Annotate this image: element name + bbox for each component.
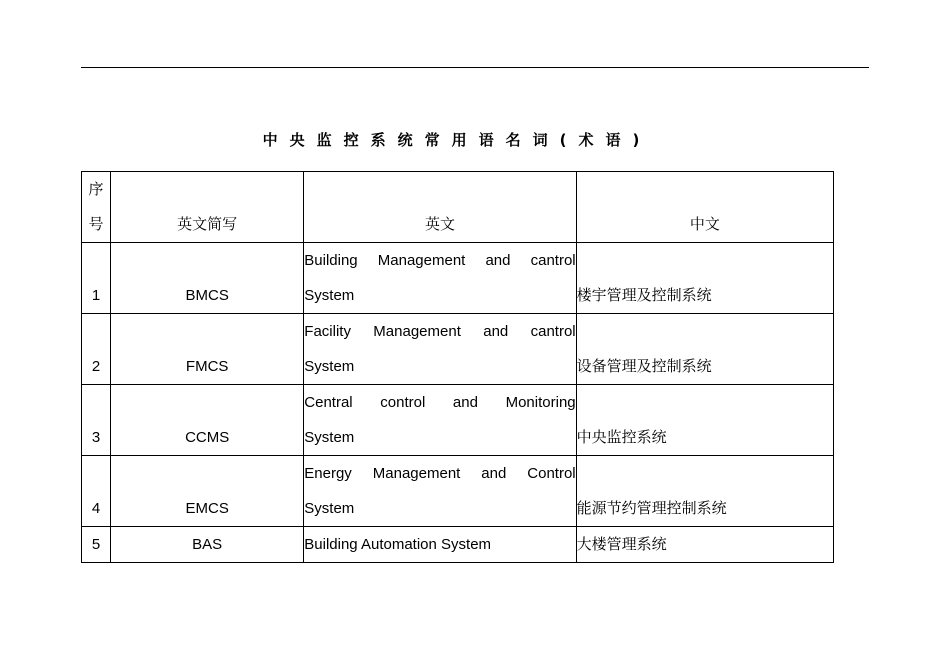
row-number: 3 [82, 385, 111, 456]
row-english-line2: System [304, 429, 355, 446]
row-chinese: 大楼管理系统 [576, 527, 833, 563]
header-chinese: 中文 [576, 172, 833, 243]
row-english-line1: Central control and Monitoring [304, 394, 576, 411]
table-row [82, 314, 834, 385]
row-english: Building Automation System [304, 527, 576, 563]
header-number [82, 172, 111, 243]
header-english: 英文 [304, 172, 576, 243]
row-english-line1: Building Management and cantrol [304, 252, 576, 269]
row-english-line1: Energy Management and Control [304, 465, 576, 482]
row-abbreviation: FMCS [111, 314, 304, 385]
row-english-line1: Facility Management and cantrol [304, 323, 576, 340]
row-chinese: 中央监控系统 [576, 385, 833, 456]
row-number: 5 [82, 527, 111, 563]
table-header-row [82, 172, 834, 243]
row-number: 2 [82, 314, 111, 385]
header-number-line2: 号 [88, 215, 104, 233]
row-chinese: 能源节约管理控制系统 [576, 456, 833, 527]
header-rule [81, 67, 869, 68]
row-english [304, 314, 576, 385]
table-row [82, 385, 834, 456]
header-number-line1: 序 [88, 180, 104, 198]
row-english [304, 243, 576, 314]
row-abbreviation: CCMS [111, 385, 304, 456]
header-abbreviation: 英文简写 [111, 172, 304, 243]
row-number: 4 [82, 456, 111, 527]
row-english-line2: System [304, 358, 355, 375]
row-number: 1 [82, 243, 111, 314]
row-chinese: 楼宇管理及控制系统 [576, 243, 833, 314]
row-english-line2: System [304, 287, 355, 304]
row-abbreviation: BAS [111, 527, 304, 563]
row-chinese: 设备管理及控制系统 [576, 314, 833, 385]
table-row [82, 243, 834, 314]
row-english [304, 456, 576, 527]
table-row [82, 527, 834, 563]
table-row [82, 456, 834, 527]
row-english [304, 385, 576, 456]
row-english-line2: System [304, 500, 355, 517]
document-title: 中央监控系统常用语名词(术语) [262, 131, 652, 149]
row-abbreviation: BMCS [111, 243, 304, 314]
terminology-table [81, 171, 834, 563]
row-abbreviation: EMCS [111, 456, 304, 527]
